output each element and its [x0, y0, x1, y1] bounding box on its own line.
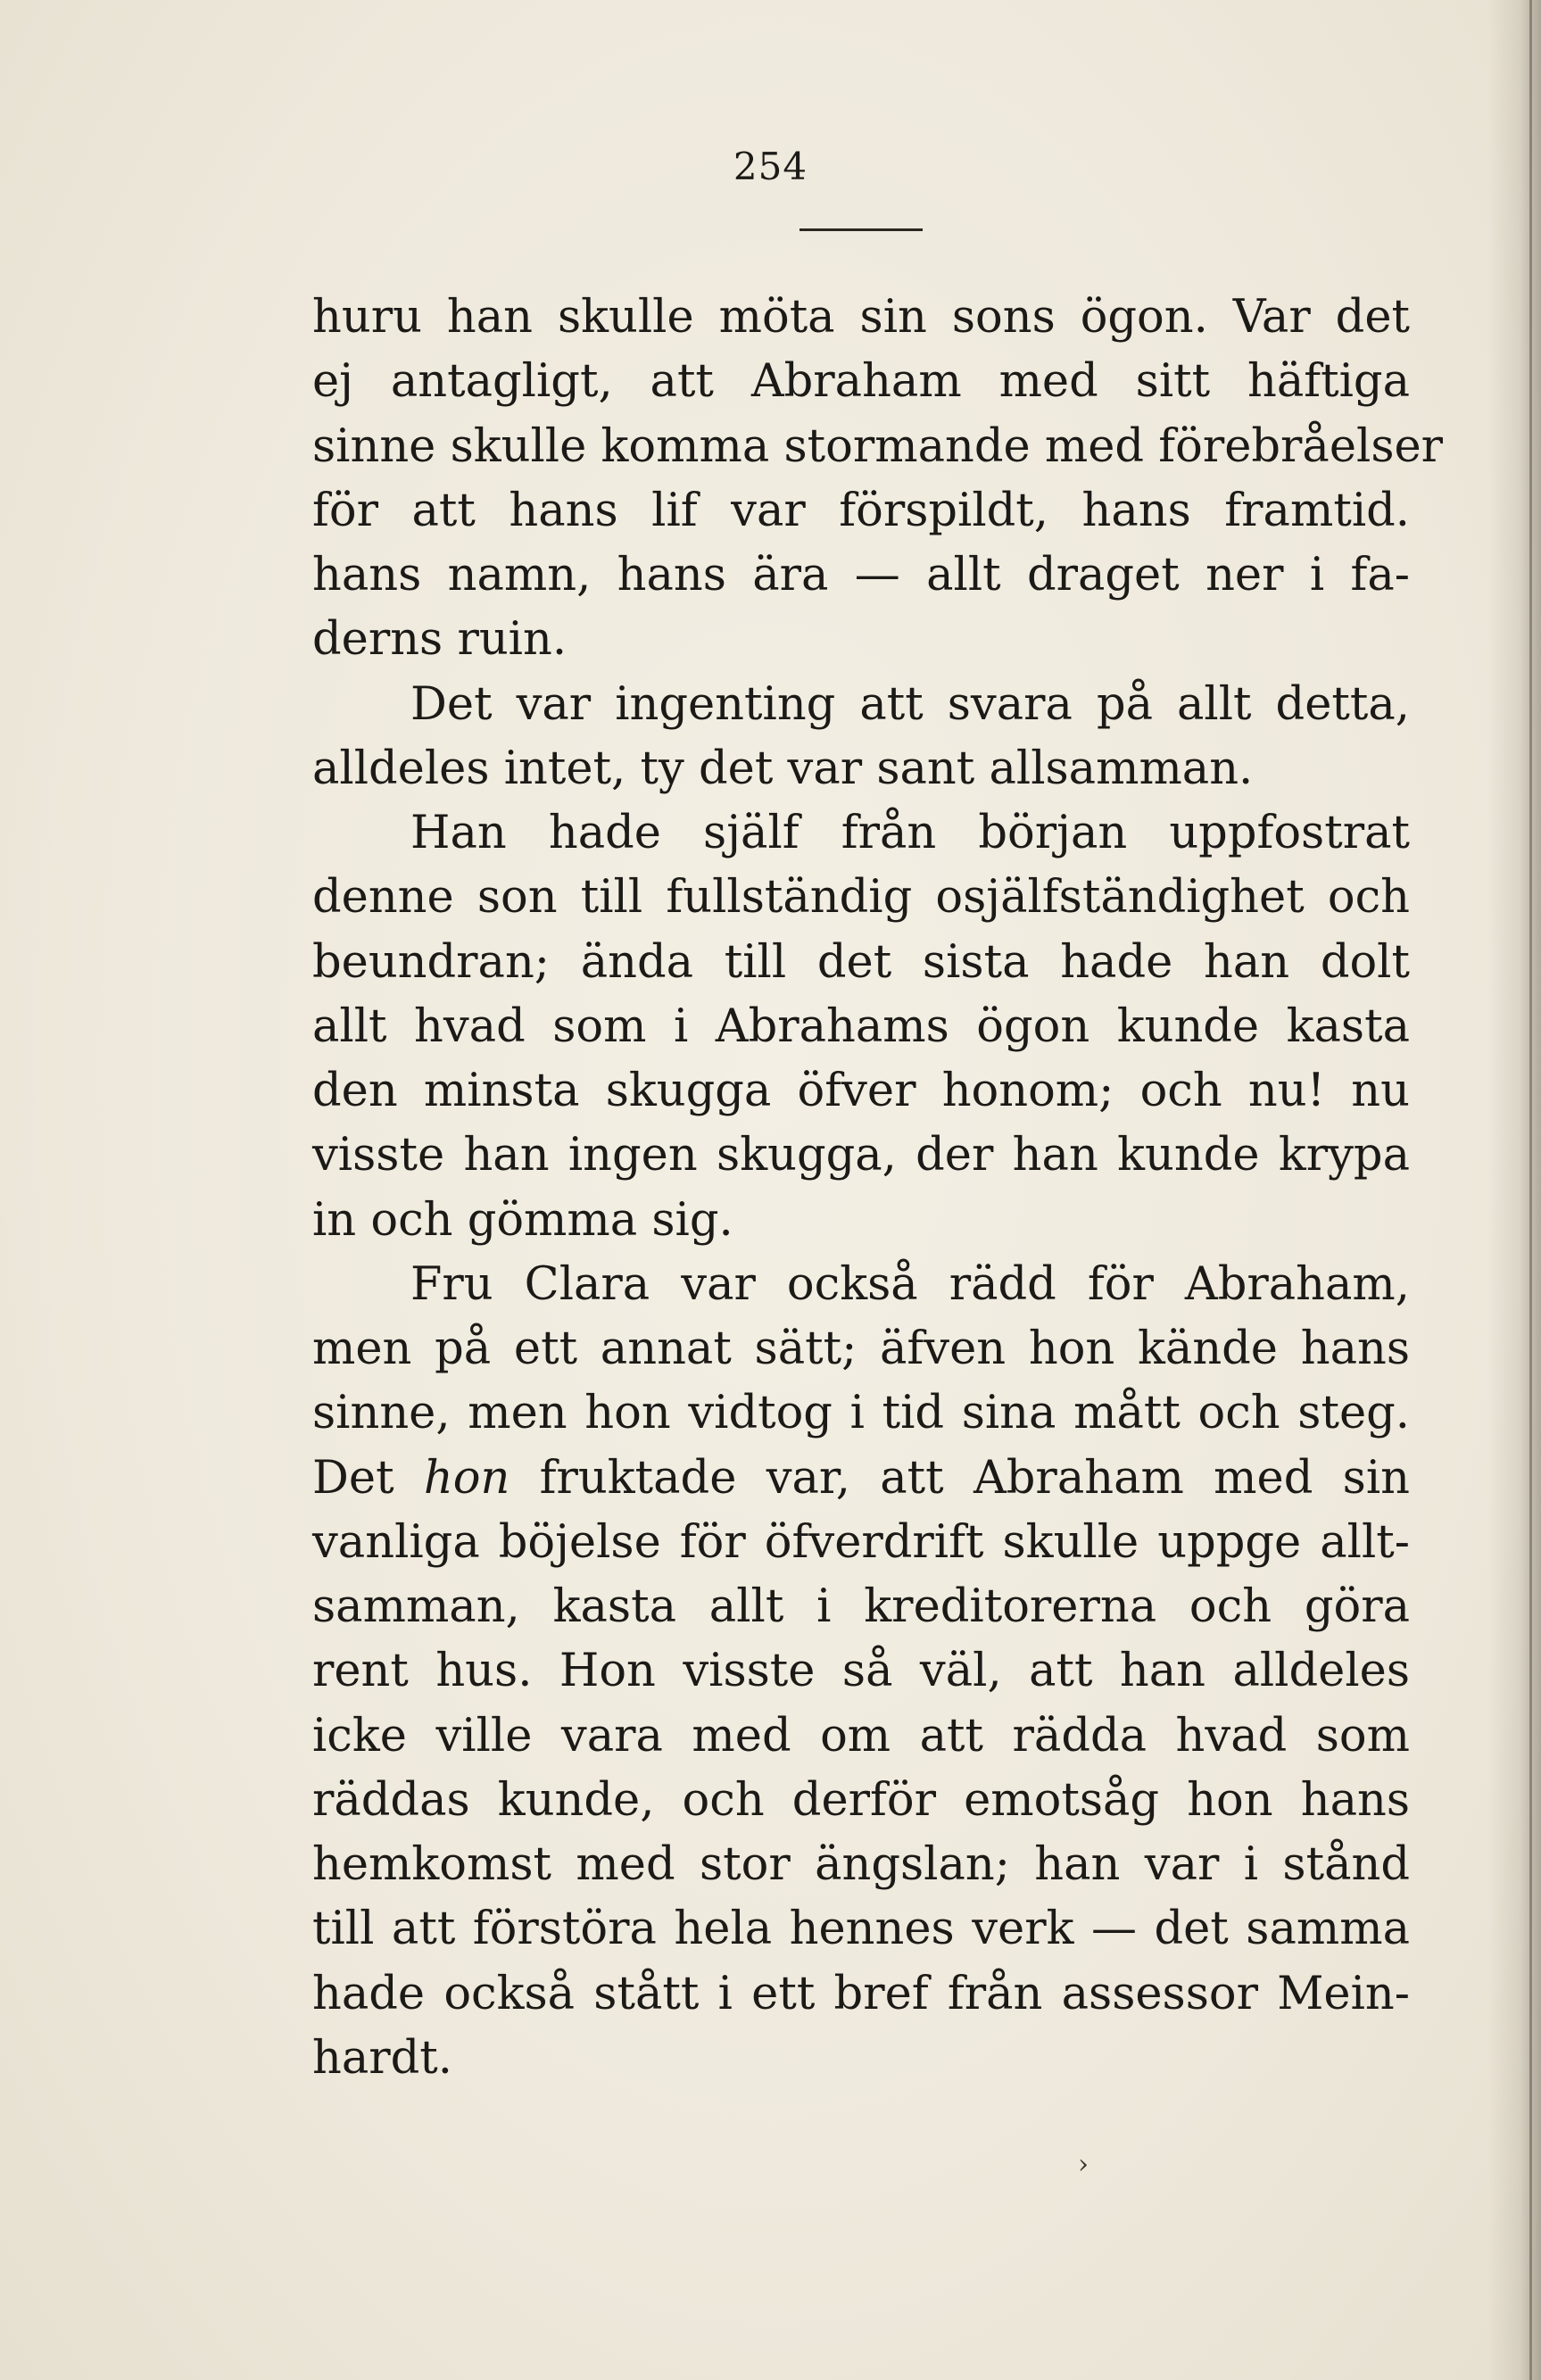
text-line: derns ruin. [312, 613, 568, 667]
text-line: Det var ingenting att svara på allt detta, [410, 677, 1410, 731]
page-edge-line [1529, 0, 1532, 2380]
text-line: till att förstöra hela hennes verk — det samma [312, 1903, 1410, 1956]
text-line: ej antagligt, att Abraham med sitt häftiga [312, 355, 1410, 409]
text-line: Han hade själf från början uppfostrat [410, 807, 1410, 859]
text-line: hardt. [312, 2031, 452, 2085]
text-line: men på ett annat sätt; äfven hon kände hans [312, 1323, 1410, 1375]
text-line: allt hvad som i Abrahams ögon kunde kasta [312, 999, 1410, 1053]
text-line: hans namn, hans ära — allt draget ner i fa- [312, 549, 1410, 601]
page-number: 254 [733, 145, 808, 188]
text-line: huru han skulle möta sin sons ögon. Var det [312, 291, 1410, 344]
text-line: beundran; ända till det sista hade han dolt [312, 935, 1410, 989]
text-line: samman, kasta allt i kreditorerna och göra [312, 1580, 1410, 1633]
text-line: in och gömma sig. [312, 1193, 733, 1247]
text-line: alldeles intet, ty det var sant allsamman. [312, 742, 1254, 795]
text-line: vanliga böjelse för öfverdrift skulle uppge allt- [312, 1515, 1410, 1569]
italic-word: hon [423, 1451, 510, 1505]
text-line: sinne skulle komma stormande med förebråelser [312, 419, 1444, 473]
text-line: rent hus. Hon visste så väl, att han alldeles [312, 1645, 1410, 1698]
page-edge-shadow [1487, 0, 1541, 2380]
text-line: för att hans lif var förspildt, hans framtid. [312, 484, 1410, 537]
text-line: räddas kunde, och derför emotsåg hon hans [312, 1773, 1410, 1827]
text-line: Fru Clara var också rädd för Abraham, [410, 1257, 1410, 1311]
header-rule [799, 228, 923, 231]
text-line: den minsta skugga öfver honom; och nu! nu [312, 1065, 1410, 1117]
text-line: icke ville vara med om att rädda hvad som [312, 1709, 1410, 1762]
text-line: visste han ingen skugga, der han kunde krypa [312, 1129, 1410, 1182]
text-line: sinne, men hon vidtog i tid sina mått och steg. [312, 1387, 1410, 1440]
text-line: hemkomst med stor ängslan; han var i stånd [312, 1838, 1410, 1891]
stray-print-mark: › [1078, 2149, 1089, 2180]
text-line: hade också stått i ett bref från assessor Mein- [312, 1967, 1410, 2020]
body-text [312, 286, 1444, 2091]
text-line: denne son till fullständig osjälfständighet och [312, 871, 1410, 925]
text-line: Det hon fruktade var, att Abraham med sin [312, 1451, 1411, 1505]
